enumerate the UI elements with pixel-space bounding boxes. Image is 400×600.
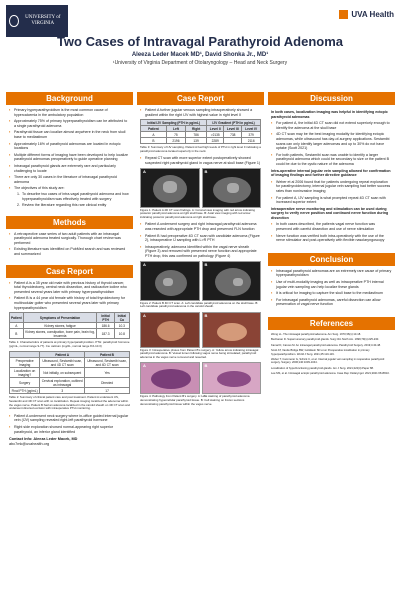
middle-column (137, 92, 264, 413)
table-cell: Directed (85, 378, 130, 388)
poster-title: Two Cases of Intravagal Parathyroid Adenoma (56, 34, 344, 49)
table-cell: 786 (185, 132, 206, 138)
contact-email[interactable]: abc7mk@uvahealth.org (9, 441, 50, 446)
case-bullet: ▪ Patient A underwent surgery and right intravagal parathyroid adenoma was resected with appropriate PTH drop and preserved FLN function (140, 222, 261, 231)
table-cell (224, 138, 242, 144)
figure-label: A (143, 261, 146, 267)
table-cell: 75 (166, 132, 185, 138)
table-cell: 379 (242, 132, 261, 138)
figure-label: B (204, 261, 208, 267)
poster-header (0, 0, 400, 72)
background-bullet: ▪ Approximately 75% of primary hyperparathyroidism can be attributed to a single parathyroid adenoma (9, 119, 130, 128)
reference-item: Kamal D, Caruso M. An intravagal parathyroid adenoma. Parathyroid Surgery. 2019;4:40-48. (271, 343, 381, 347)
table-header: Level IV (242, 126, 261, 132)
table-cell: Not initially, on subsequent (40, 368, 85, 378)
table-cell: 2196 (166, 138, 185, 144)
uva-logo (6, 5, 68, 37)
rotunda-seal-icon (9, 15, 19, 27)
table-cell: 3 (40, 388, 85, 394)
discussion-bullet: ▪ For patient A, IJV sampling is what prompted repeat 4D CT scan with increased superior extent (271, 196, 392, 205)
table-row (10, 358, 130, 368)
discussion-heading: Discussion (268, 92, 395, 105)
left-column (6, 92, 133, 451)
figure-4-caption: Figure 4: Pathology from Patient B's surgery. A: H&E staining of parathyroid adenoma demonstrating hypercellular parathyroid tissue. B: Cell staining on frozen sections demonstrating parathyroid tissue within the vagus nerve. (140, 394, 250, 406)
uva-health-mark-icon (339, 10, 348, 19)
table-cell: Preoperative Imaging (10, 358, 40, 368)
figure-label: A (143, 168, 146, 174)
conclusion-bullet: ▪ Use of multi-modality imaging as well as intraoperative PTH internal jugular vein sampling can help localize these glands (271, 280, 392, 289)
table-cell: Final PTH (pg/mL) (10, 388, 40, 394)
table-2 (9, 351, 130, 394)
table-row (141, 138, 261, 144)
conclusion-bullet: ▪ For intravagal parathyroid adenomas, careful dissection can allow preservation of vagal nerve function (271, 298, 392, 307)
reference-item: Buchanan D. Supernumerary parathyroid glands. Surg Clin North Am. 1999;79(1):225-230. (271, 338, 380, 342)
conclusion-bullet: ▪ It is critical for imaging to capture the skull base to the mediastinum (271, 291, 392, 296)
methods-body (6, 229, 133, 263)
methods-bullet: ▪ A retrospective case series of two adult patients with an intravagal parathyroid adenoma treated surgically. Thorough chart review was performed (9, 232, 130, 246)
methods-heading: Methods (6, 216, 133, 229)
table-cell: A (141, 132, 167, 138)
table-header: IJV Gradient (PTH in pg/mL) (207, 120, 261, 126)
contact-label: Contact Info: Aleeza Leder Macek, MD (9, 437, 78, 442)
case-bullet: ▪ Patient A further jugular venous sampling intraoperatively showed a gradient within the right IJV with highest value in right level II (140, 108, 261, 117)
background-bullet: ▪ Primary hyperparathyroidism is the most common cause of hypercalcemia in the ambulatory population (9, 108, 130, 117)
discussion-subheading: Intraoperative nerve monitoring and stimulation can be used during surgery to verify nerve position and continued nerve function during dissection (271, 206, 389, 220)
table-cell: Ultrasound, Sestamibi scan, and 4D CT scan (40, 358, 85, 368)
background-bullet: ▪ There are only 30 cases in the literature of intravagal parathyroid adenoma (9, 175, 130, 184)
table-cell: 2116 (242, 138, 261, 144)
table-cell: 10.8 (114, 329, 129, 339)
table-header: Initial Ca (114, 313, 129, 323)
table-header: Initial PTH (97, 313, 114, 323)
case-report-left-heading: Case Report (6, 265, 133, 278)
table-cell: Kidney stones, constipation, bone pain, brain fog, insomnia (23, 329, 97, 339)
uva-logo-text: UNIVERSITY of VIRGINIA (25, 15, 61, 26)
table-header: Patient A (40, 352, 85, 358)
case-bullet: ▪ Right side exploration showed normal-appearing right superior parathyroid, an inferior gland identified (9, 425, 130, 434)
table-header: Level II (207, 126, 224, 132)
table-row (10, 378, 130, 388)
conclusion-bullet: ▪ Intravagal parathyroid adenomas are an extremely rare cause of primary hyperparathyroidism (271, 269, 392, 278)
table-cell: 187.3 (97, 329, 114, 339)
figure-label: B (204, 168, 208, 174)
background-bullet: ▪ Parathyroid tissue can localize almost anywhere in the neck from skull base to mediastinum (9, 130, 130, 139)
figure-1a-ct-coronal (140, 168, 200, 208)
table-row (10, 329, 130, 339)
case-bullet: ▪ Repeat CT scan with more superior extent postoperatively showed suspected right parathyroid gland in vagus nerve at skull base (Figure 1) (140, 156, 261, 165)
table-header: Patient B (85, 352, 130, 358)
table-cell: Surgery (10, 378, 40, 388)
poster-affiliation: ¹University of Virginia Department of Otolaryngology – Head and Neck Surgery (112, 60, 288, 66)
table-header: Initial IJV Sampling (PTH in pg/mL) (141, 120, 207, 126)
background-bullet: ▪ Approximately 16% of parathyroid adenomas are located in ectopic locations (9, 142, 130, 151)
table-cell: 186.6 (97, 323, 114, 329)
background-bullet: ▪ Multiple different forms of imaging have been developed to help localize parathyroid adenomas preoperatively to guide operative planning (9, 153, 130, 162)
figure-4a-pathology (140, 362, 200, 394)
table-header: Symptoms of Presentation (23, 313, 97, 323)
case-bullet: ▪ Patient B had preoperative 4D CT scan with candidate adenoma (Figure 2), intraoperative IJ sampling with L>R PTH (140, 234, 261, 243)
figure-2b-ct (202, 261, 262, 301)
table-header: Level III (224, 126, 242, 132)
discussion-body (268, 105, 395, 249)
table-header: Patient (141, 126, 167, 132)
reference-item: Localization of hyperfunctioning parathyroid glands. Am J Surg. 2021;222(4):Paper 88. (271, 366, 374, 370)
objective-item: 2. Review the literature regarding this rare clinical entity (21, 203, 130, 208)
table-1-caption: Table 1: Characteristics of patients at primary hyperparathyroidism. PTH: parathyroid hormone (pg/mL, normal range 9-77). Ca: calcium (mg/dL, normal range 8.6-10.3) (9, 340, 130, 348)
table-header: Left (166, 126, 185, 132)
case-bullet: ▪ Intraoperatively, adenoma identified within the vagal nerve sheath (Figure 3) and removed with preserved nerve function and appropriate PTH drop, this was confirmed on pathology (Figure 4) (140, 245, 261, 259)
background-bullet: ▪ Intravagal parathyroid glands are extremely rare and particularly challenging to locate (9, 164, 130, 173)
discussion-bullet: ▪ Nerve function was verified both intra-operatively with the use of the nerve stimulator and post-operatively with flexible nasolaryngoscopy (271, 234, 392, 243)
background-body (6, 105, 133, 214)
discussion-subheading: In both cases, localization imaging was helpful in identifying ectopic parathyroid adenomas (271, 110, 388, 119)
figure-2 (140, 261, 261, 301)
figure-1-caption: Figure 1: Patient A 4D CT scan findings. A: Coronal view imaging with red arrow indicating posterior parathyroid adenoma at right skull base. B: Axial view imaging with red arrow indicating posterior parathyroid adenoma at right skull base. (140, 207, 255, 219)
table-3 (140, 119, 261, 144)
references-body (268, 330, 395, 381)
table-2-caption: Table 2: Summary of clinical patient care and post treatment. Patient A underwent US, Sestamibi and 4D CT scan with no localization. Repeat imaging localized the adenoma within the vagus nerve. Patient B had an adenoma localized in the carotid sheath on 4D CT scan and underwent directed excision with intraoperative PTH monitoring. (9, 395, 130, 411)
conclusion-body (268, 266, 395, 313)
case-bullet: ▪ Patient A underwent neck surgery where in-office guided internal jugular vein (IJV) sampling revealed right-left parathyroid hormone (9, 414, 130, 423)
objective-item: 1. To describe two cases of intra-vagal parathyroid adenoma and how hyperparathyroidism was effectively treated with surgery (21, 192, 130, 201)
table-cell: B (10, 329, 24, 339)
figure-4 (140, 362, 261, 394)
figure-label: A (143, 312, 146, 318)
reference-item: Lee MS, et al. Intravagal ectopic parathyroid adenoma. Case Rep Otolaryngol. 2021;2021:6616510. (271, 372, 390, 376)
table-cell: >2135 (207, 132, 224, 138)
discussion-bullet: ▪ For both patients, Sestamibi scan was unable to identify a larger parathyroid adenoma which could be secondary to size or the patient B could be due to the cystic nature of the adenoma (271, 153, 392, 167)
references-heading: References (268, 317, 395, 330)
reference-item: Scott AT, Vande Bridge BW, Goldstein SD et al. Preoperative localization in primary hyperparathyroidism. World J Surg. 2021;45:110-119. (271, 349, 370, 356)
table-header: Right (185, 126, 206, 132)
figure-label: B (204, 312, 208, 318)
table-cell: 10.3 (114, 323, 129, 329)
table-cell: Cervical exploration, outlined as intravagal (41, 378, 83, 387)
figure-2-caption: Figure 2: Patient B 4D CT scan. A: Left candidate parathyroid adenoma on the skull base. B: Left candidate parathyroid adenoma in the carotid sheath. (140, 300, 259, 309)
case-report-left-body (6, 278, 133, 451)
discussion-bullet: ▪ 4D CT scan may be the best imaging modality for identifying ectopic adenomas, while ultrasound has day-of-surgery applications. Sestamibi scans can only identify larger adenomas and up to 30% do not have uptake (Scott 2021) (271, 132, 392, 150)
uva-health-logo-text: UVA Health (351, 10, 394, 19)
figure-4b-pathology (202, 362, 262, 394)
reference-item: Weber T, Cammerer G, Schick C, et al. Internal jugular vein sampling in reoperative parathyroid surgery. Surgery. 2006;140:1039-1044. (271, 358, 385, 365)
figure-1b-ct-axial (202, 168, 262, 208)
objectives-intro: The objectives of this study are: (14, 186, 65, 191)
conclusion-heading: Conclusion (268, 253, 395, 266)
table-cell: Localization on imaging? (10, 368, 40, 378)
table-cell: 139 (185, 138, 206, 144)
table-header: Patient (10, 313, 24, 323)
figure-3 (140, 312, 261, 348)
discussion-subheading: Intra-operative internal jugular vein sampling allowed for confirmation of imaging findings and further directive guidance (271, 168, 391, 178)
figure-3a-intraop-photo (140, 312, 200, 348)
discussion-bullet: ▪ For patient A, the initial 4D CT scan did not extend superiorly enough to identify the adenoma at the skull base (271, 121, 392, 130)
figure-3-caption: Figure 3: Intraoperative photos from Patient B's surgery. A: Yellow arrow indicating intravagal parathyroid adenoma. B: Vessel lumen following vagus nerve being stimulated; parathyroid adenoma in the vagus nerve removed and resected. (140, 347, 259, 359)
methods-bullet: ▪ Existing literature was identified on PubMed search and was reviewed and summarized (9, 247, 130, 256)
table-1 (9, 312, 130, 339)
table-cell: B (141, 138, 167, 144)
figure-label: A (143, 363, 146, 369)
table-cell: 2289 (207, 138, 224, 144)
discussion-bullet: ▪ Weber et al 2006 found that for patients undergoing repeat exploration for parathyroidectomy, internal jugular vein sampling had better success rates than noninvasive imaging (271, 180, 392, 194)
table-row (10, 388, 130, 394)
case-report-mid-heading: Case Report (137, 92, 264, 105)
case-bullet: ▪ Patient B is a 44 year old female with history of total thyroidectomy for multinodular goiter who presented several years later with primary hyperparathyroidism (9, 296, 130, 310)
table-row (10, 368, 130, 378)
background-bullet (9, 186, 130, 207)
poster-authors: Aleeza Leder Macek MD¹, David Shonka Jr., MD¹ (131, 52, 269, 58)
table-3-caption: Table 3: Summary of IJV sampling. Patient A had high levels of PTH in right level II indicating a parathyroid adenoma located superiorly in the neck. (140, 145, 261, 153)
reference-item: Wong LL. The intravagal parathyroid adenoma. Am Surg. 1970;36(1):13-18. (271, 333, 361, 336)
table-cell: 17 (85, 388, 130, 394)
figure-label: B (204, 363, 208, 369)
figure-3b-intraop-photo (202, 312, 262, 348)
table-cell: Yes (85, 368, 130, 378)
uva-health-logo (339, 10, 394, 19)
table-cell: Ultrasound, Sestamibi scan, and 4D CT scan (85, 358, 130, 368)
figure-2a-ct (140, 261, 200, 301)
figure-1 (140, 168, 261, 208)
right-column (268, 92, 395, 381)
table-cell: Kidney stones, fatigue (23, 323, 97, 329)
case-bullet: ▪ Patient A is a 35 year old male with previous history of thyroid cancer, total thyroidectomy, central neck dissection, and radioactive iodine who presented several years later with primary hyperparathyroidism (9, 281, 130, 295)
table-cell: 738 (224, 132, 242, 138)
contact-info (9, 436, 130, 447)
table-cell: A (10, 323, 24, 329)
discussion-bullet: ▪ In both cases described, the patients vagal nerve function was preserved with careful dissection and use of nerve stimulation (271, 222, 392, 231)
background-heading: Background (6, 92, 133, 105)
case-report-mid-body (137, 105, 264, 413)
